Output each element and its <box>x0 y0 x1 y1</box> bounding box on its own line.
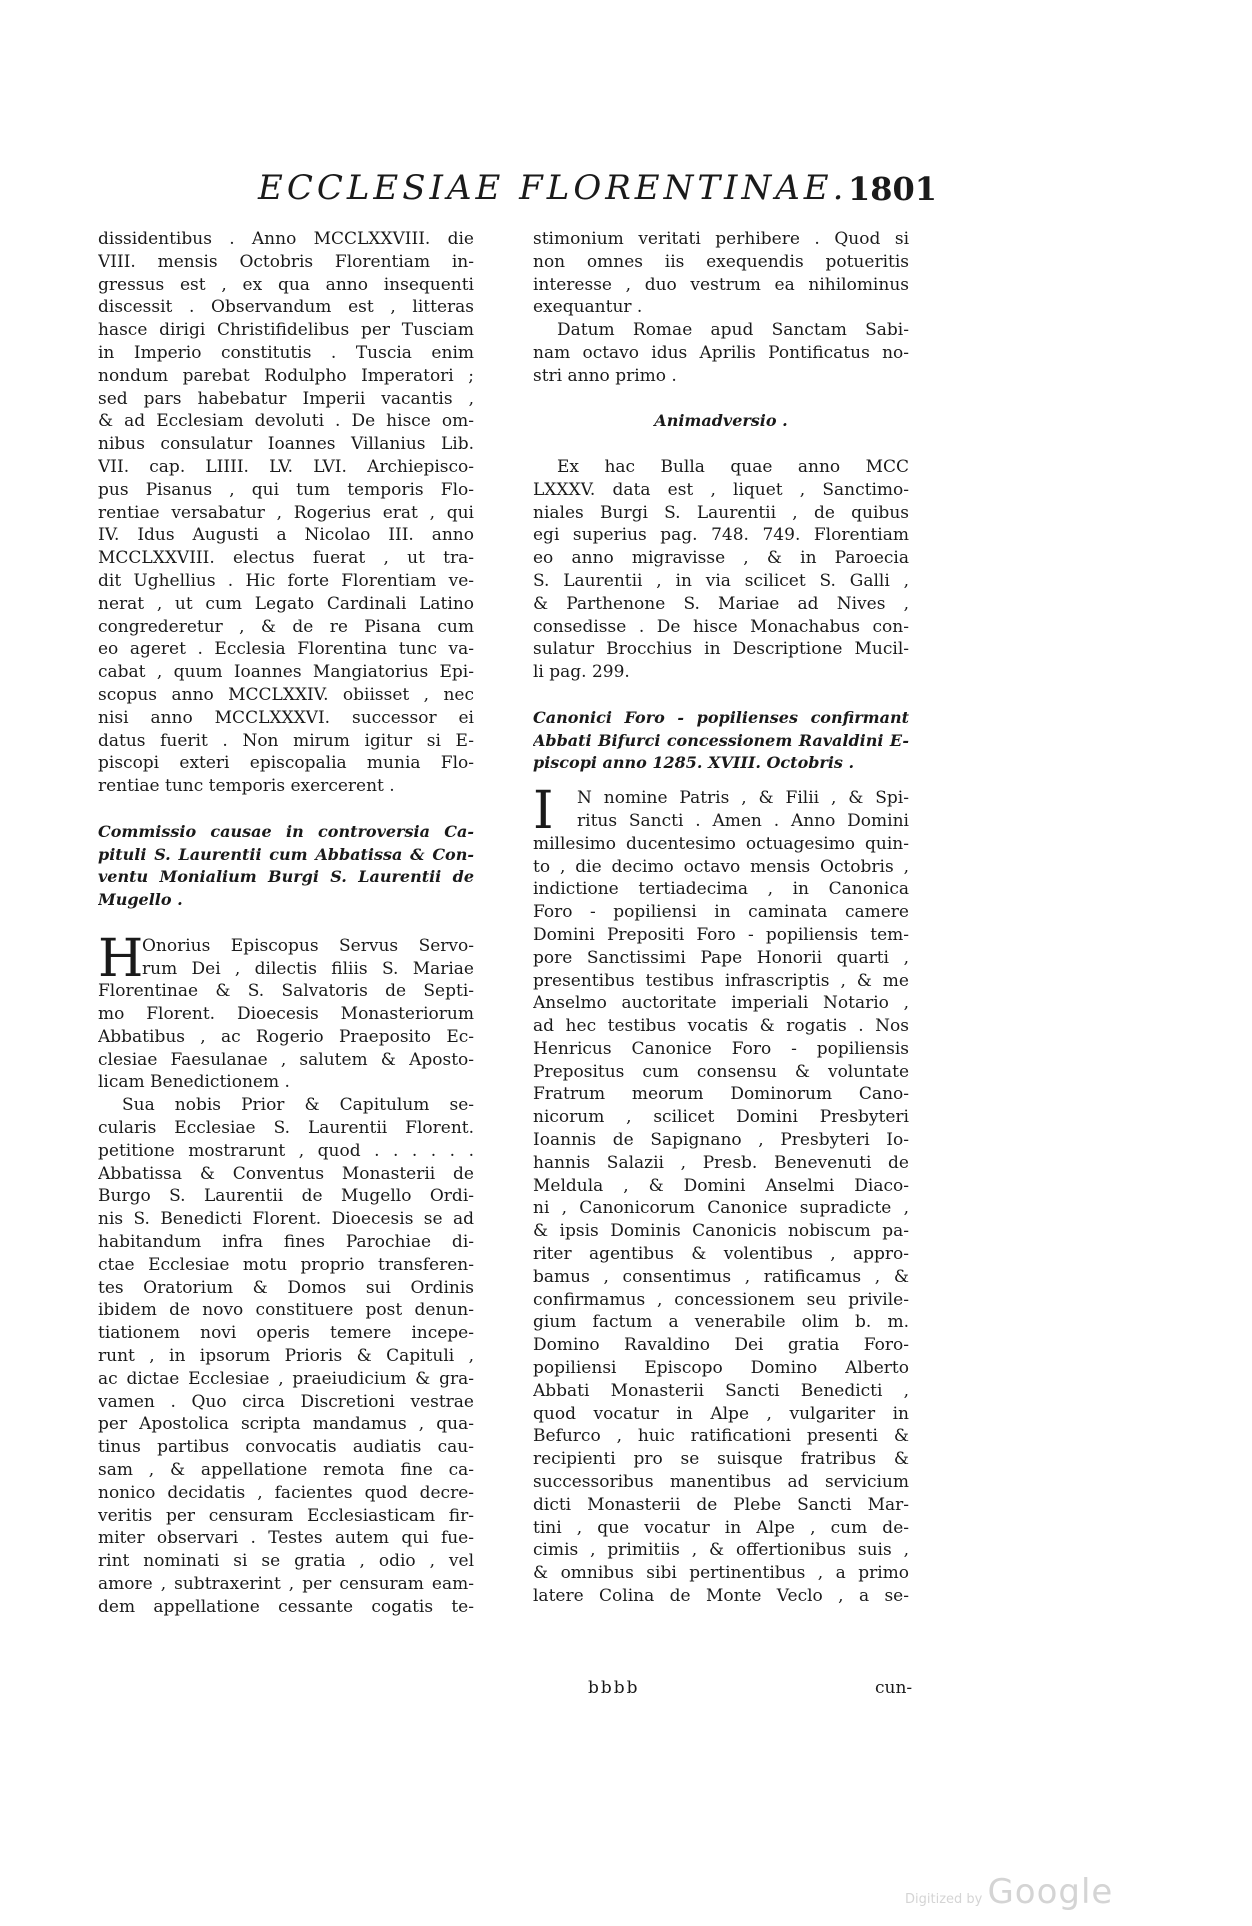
text-line: niales Burgi S. Laurentii , de quibus <box>533 502 909 523</box>
text-line: VII. cap. LIIII. LV. LVI. Archiepisco- <box>98 456 474 477</box>
text-line: Onorius Episcopus Servus Servo- <box>142 935 474 956</box>
text-line: N nomine Patris , & Filii , & Spi- <box>577 788 909 809</box>
text-line: popiliensi Episcopo Domino Alberto <box>533 1358 909 1379</box>
text-line: ac dictae Ecclesiae , praeiudicium & gra- <box>98 1368 474 1389</box>
text-line: clesiae Faesulanae , salutem & Aposto- <box>98 1049 474 1070</box>
text-line: ritus Sancti . Amen . Anno Domini <box>577 810 909 831</box>
text-line: Henricus Canonice Foro - popiliensis <box>533 1038 909 1059</box>
text-line: stimonium veritati perhibere . Quod si <box>533 229 909 249</box>
spacer <box>533 433 909 456</box>
text-line: Ioannis de Sapignano , Presbyteri Io- <box>533 1130 909 1151</box>
text-line: nibus consulatur Ioannes Villanius Lib. <box>98 434 474 455</box>
text-line: licam Benedictionem . <box>98 1072 290 1093</box>
text-line: in Imperio constitutis . Tuscia enim <box>98 342 474 363</box>
text-line: cimis , primitiis , & offertionibus suis , <box>533 1540 909 1561</box>
text-line: dit Ughellius . Hic forte Florentiam ve- <box>98 570 474 591</box>
text-line: tes Oratorium & Domos sui Ordinis <box>98 1277 474 1298</box>
text-line: stri anno primo . <box>533 365 677 386</box>
left-column <box>98 228 474 1619</box>
printer-signature: bbbb <box>588 1678 640 1698</box>
text-line: Anselmo auctoritate imperiali Notario , <box>533 993 909 1014</box>
text-line: miter observari . Testes autem qui fue- <box>98 1528 474 1549</box>
text-line: & ipsis Dominis Canonicis nobiscum pa- <box>533 1221 909 1242</box>
text-line: pore Sanctissimi Pape Honorii quarti , <box>533 947 909 968</box>
text-line: tini , que vocatur in Alpe , cum de- <box>533 1517 909 1538</box>
page-number: 1801 <box>848 170 938 208</box>
running-head: ECCLESIAE FLORENTINAE. <box>258 168 848 208</box>
right-column <box>533 228 909 1608</box>
text-line: rentiae tunc temporis exercerent . <box>98 776 395 797</box>
text-line: mo Florent. Dioecesis Monasteriorum <box>98 1004 474 1025</box>
text-line: Fratrum meorum Dominorum Cano- <box>533 1084 909 1105</box>
watermark-small-text: Digitized by <box>905 1892 983 1907</box>
text-line: nonico decidatis , facientes quod decre- <box>98 1482 474 1503</box>
text-line: eo anno migravisse , & in Paroecia <box>533 548 909 569</box>
text-line: Domini Prepositi Foro - popiliensis tem- <box>533 924 909 945</box>
text-line: IV. Idus Augusti a Nicolao III. anno <box>98 525 474 546</box>
section-heading-line: Abbati Bifurci concessionem Ravaldini E- <box>533 730 909 750</box>
spacer <box>533 775 909 787</box>
text-line: egi superius pag. 748. 749. Florentiam <box>533 525 909 546</box>
text-line: habitandum infra fines Parochiae di- <box>98 1232 474 1253</box>
text-line: consedisse . De hisce Monachabus con- <box>533 616 909 637</box>
spacer <box>98 912 474 935</box>
text-line: Ex hac Bulla quae anno MCC <box>557 456 909 477</box>
text-line: latere Colina de Monte Veclo , a se- <box>533 1586 909 1607</box>
text-line: successoribus manentibus ad servicium <box>533 1472 909 1493</box>
text-line: sam , & appellatione remota fine ca- <box>98 1460 474 1481</box>
text-line: Prepositus cum consensu & voluntate <box>533 1061 909 1082</box>
text-line: & omnibus sibi pertinentibus , a primo <box>533 1563 909 1584</box>
section-heading: Animadversio . <box>654 411 788 431</box>
text-line: rentiae versabatur , Rogerius erat , qui <box>98 502 474 523</box>
text-line: MCCLXXVIII. electus fuerat , ut tra- <box>98 548 474 569</box>
text-line: riter agentibus & volentibus , appro- <box>533 1244 909 1265</box>
text-line: nisi anno MCCLXXXVI. successor ei <box>98 707 474 728</box>
text-line: hannis Salazii , Presb. Benevenuti de <box>533 1152 909 1173</box>
text-line: sed pars habebatur Imperii vacantis , <box>98 388 474 409</box>
text-line: runt , in ipsorum Prioris & Capituli , <box>98 1346 474 1367</box>
text-line: tinus partibus convocatis audiatis cau- <box>98 1437 474 1458</box>
text-line: congrederetur , & de re Pisana cum <box>98 616 474 637</box>
section-heading-line: ventu Monialium Burgi S. Laurentii de <box>98 867 474 887</box>
text-line: dissidentibus . Anno MCCLXXVIII. die <box>98 229 474 249</box>
text-line: gressus est , ex qua anno insequenti <box>98 274 474 295</box>
text-line: tiationem novi operis temere incepe- <box>98 1323 474 1344</box>
text-line: Befurco , huic ratificationi presenti & <box>533 1426 909 1447</box>
text-line: ctae Ecclesiae motu proprio transferen- <box>98 1254 474 1275</box>
watermark-logo-text: Google <box>987 1872 1114 1912</box>
text-line: Meldula , & Domini Anselmi Diaco- <box>533 1175 909 1196</box>
text-line: Abbati Monasterii Sancti Benedicti , <box>533 1380 909 1401</box>
text-line: amore , subtraxerint , per censuram eam- <box>98 1574 474 1595</box>
text-line: recipienti pro se suisque fratribus & <box>533 1449 909 1470</box>
text-line: bamus , consentimus , ratificamus , & <box>533 1266 909 1287</box>
catchword: cun- <box>875 1678 913 1698</box>
section-heading-line: Commissio causae in controversia Ca- <box>98 821 474 841</box>
text-line: non omnes iis exequendis potueritis <box>533 251 909 272</box>
text-line: hasce dirigi Christifidelibus per Tusciam <box>98 320 474 341</box>
text-line: veritis per censuram Ecclesiasticam fir- <box>98 1505 474 1526</box>
text-line: datus fuerit . Non mirum igitur si E- <box>98 730 474 751</box>
text-line: indictione tertiadecima , in Canonica <box>533 879 909 900</box>
text-line: Foro - popiliensi in caminata camere <box>533 902 909 923</box>
text-line: nicorum , scilicet Domini Presbyteri <box>533 1107 909 1128</box>
text-line: Florentinae & S. Salvatoris de Septi- <box>98 981 474 1002</box>
text-line: ibidem de novo constituere post denun- <box>98 1300 474 1321</box>
text-line: nondum parebat Rodulpho Imperatori ; <box>98 365 474 386</box>
dropcap-paragraph <box>98 928 474 989</box>
text-line: cabat , quum Ioannes Mangiatorius Epi- <box>98 662 474 683</box>
text-line: nam octavo idus Aprilis Pontificatus no- <box>533 342 909 363</box>
section-heading-line: piscopi anno 1285. XVIII. Octobris . <box>533 753 855 773</box>
dropcap-letter: I <box>533 781 554 842</box>
text-line: petitione mostrarunt , quod . . . . . . <box>98 1140 474 1161</box>
text-line: ad hec testibus vocatis & rogatis . Nos <box>533 1016 909 1037</box>
spacer <box>533 684 909 707</box>
text-line: Domino Ravaldino Dei gratia Foro- <box>533 1335 909 1356</box>
text-line: eo ageret . Ecclesia Florentina tunc va- <box>98 639 474 660</box>
section-heading-line: Canonici Foro - popilienses confirmant <box>533 707 909 727</box>
text-line: interesse , duo vestrum ea nihilominus <box>533 274 909 295</box>
text-line: rum Dei , dilectis filiis S. Mariae <box>142 958 474 979</box>
spacer <box>98 798 474 821</box>
text-line: to , die decimo octavo mensis Octobris , <box>533 856 909 877</box>
text-line: ni , Canonicorum Canonice supradicte , <box>533 1198 909 1219</box>
text-line: LXXXV. data est , liquet , Sanctimo- <box>533 479 909 500</box>
text-line: & Parthenone S. Mariae ad Nives , <box>533 593 909 614</box>
text-line: & ad Ecclesiam devoluti . De hisce om- <box>98 411 474 432</box>
text-line: piscopi exteri episcopalia munia Flo- <box>98 753 474 774</box>
section-heading-line: pituli S. Laurentii cum Abbatissa & Con- <box>98 844 474 864</box>
text-line: cularis Ecclesiae S. Laurentii Florent. <box>98 1118 474 1139</box>
section-heading-line: Mugello . <box>98 890 183 910</box>
text-line: rint nominati si se gratia , odio , vel <box>98 1551 474 1572</box>
text-line: per Apostolica scripta mandamus , qua- <box>98 1414 474 1435</box>
text-line: sulatur Brocchius in Descriptione Mucil- <box>533 639 909 660</box>
text-line: Datum Romae apud Sanctam Sabi- <box>557 320 909 341</box>
text-line: quod vocatur in Alpe , vulgariter in <box>533 1403 909 1424</box>
text-line: vamen . Quo circa Discretioni vestrae <box>98 1391 474 1412</box>
text-line: dicti Monasterii de Plebe Sancti Mar- <box>533 1494 909 1515</box>
spacer <box>533 388 909 411</box>
text-line: discessit . Observandum est , litteras <box>98 297 474 318</box>
text-line: dem appellatione cessante cogatis te- <box>98 1596 474 1617</box>
text-line: gium factum a venerabile olim b. m. <box>533 1312 909 1333</box>
text-line: li pag. 299. <box>533 662 630 683</box>
text-line: S. Laurentii , in via scilicet S. Galli , <box>533 570 909 591</box>
text-line: presentibus testibus infrascriptis , & me <box>533 970 909 991</box>
text-line: Burgo S. Laurentii de Mugello Ordi- <box>98 1186 474 1207</box>
text-line: millesimo ducentesimo octuagesimo quin- <box>533 833 909 854</box>
dropcap-letter: H <box>98 928 144 989</box>
text-line: nerat , ut cum Legato Cardinali Latino <box>98 593 474 614</box>
text-line: VIII. mensis Octobris Florentiam in- <box>98 251 474 272</box>
text-line: scopus anno MCCLXXIV. obiisset , nec <box>98 684 474 705</box>
text-line: pus Pisanus , qui tum temporis Flo- <box>98 479 474 500</box>
text-line: Sua nobis Prior & Capitulum se- <box>122 1095 474 1116</box>
text-line: exequantur . <box>533 297 643 318</box>
text-line: confirmamus , concessionem seu privile- <box>533 1289 909 1310</box>
digitized-watermark <box>905 1872 1113 1912</box>
dropcap-paragraph <box>533 781 909 842</box>
text-line: nis S. Benedicti Florent. Dioecesis se ad <box>98 1209 474 1230</box>
text-line: Abbatissa & Conventus Monasterii de <box>98 1163 474 1184</box>
text-line: Abbatibus , ac Rogerio Praeposito Ec- <box>98 1026 474 1047</box>
